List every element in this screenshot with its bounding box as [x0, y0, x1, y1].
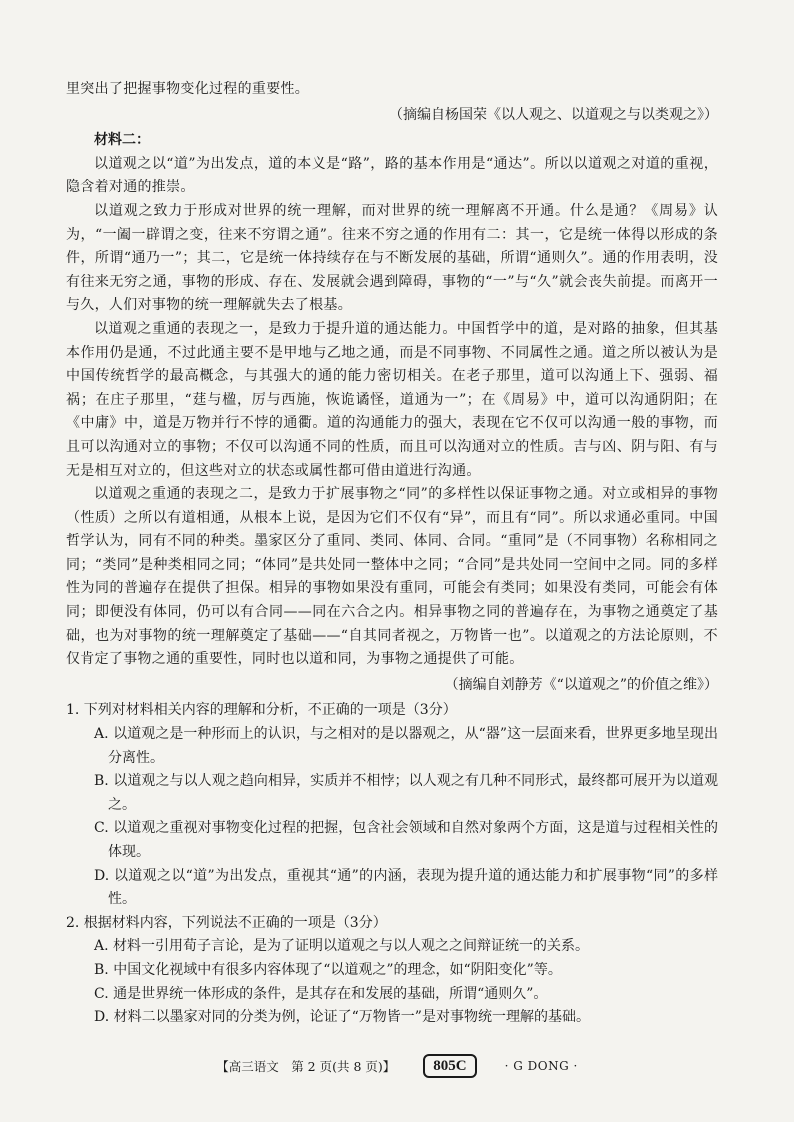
option-b: B. 以道观之与以人观之趋向相异，实质并不相悖；以人观之有几种不同形式，最终都可展开为以道观之。	[94, 773, 718, 813]
source-citation-1: （摘编自杨国荣《以人观之、以道观之与以类观之》）	[389, 106, 718, 123]
option-c: C. 以道观之重视对事物变化过程的把握，包含社会领域和自然对象两个方面，这是道与过程相关性的体现。	[94, 820, 718, 860]
question-2	[66, 912, 718, 1030]
brand-mark: · G DONG ·	[504, 1059, 578, 1073]
source-citation-2: （摘编自刘静芳《“以道观之”的价值之维》）	[444, 676, 718, 693]
option-a: A. 材料一引用荀子言论，是为了证明以道观之与以人观之之间辩证统一的关系。	[94, 938, 590, 955]
option-d: D. 材料二以墨家对同的分类为例，论证了“万物皆一”是对事物统一理解的基础。	[94, 1009, 590, 1026]
question-1	[66, 699, 718, 911]
material-2-paragraph: 以道观之重通的表现之二，是致力于扩展事物之“同”的多样性以保证事物之通。对立或相异的事物（性质）之所以有道相通，从根本上说，是因为它们不仅有“异”，而且有“同”。所以求通必重同。中国哲学认为，同有不同的种类。墨家区分了重同、类同、体同、合同。“重同”是（不同事物）名称相同之同；“类同”是种类相同之同；“体同”是共处同一整体中之同；“合同”是共处同一空间中之同。同的多样性为同的普遍存在提供了担保。相异的事物如果没有重同，可能会有类同；如果没有类同，可能会有体同；即便没有体同，仍可以有合同——同在六合之内。相异事物之同的普遍存在，为事物之通奠定了基础，也为对事物的统一理解奠定了基础——“自其同者视之，万物皆一也”。以道观之的方法论原则，不仅肯定了事物之通的重要性，同时也以道和同，为事物之通提供了可能。	[66, 486, 718, 668]
page-number-label: 【高三语文 第 2 页(共 8 页)】	[216, 1059, 396, 1074]
question-stem: 2. 根据材料内容，下列说法不正确的一项是（3分）	[66, 914, 387, 931]
continuation-line: 里突出了把握事物变化过程的重要性。	[66, 81, 310, 97]
option-a: A. 以道观之是一种形而上的认识，与之相对的是以器观之，从“器”这一层面来看，世界更多地呈现出分离性。	[94, 726, 718, 766]
material-2-paragraph: 以道观之以“道”为出发点，道的本义是“路”，路的基本作用是“通达”。所以以道观之对道的重视，隐含着对通的推崇。	[66, 155, 718, 196]
option-d: D. 以道观之以“道”为出发点，重视其“通”的内涵，表现为提升道的通达能力和扩展事物“同”的多样性。	[94, 867, 718, 908]
question-stem: 1. 下列对材料相关内容的理解和分析，不正确的一项是（3分）	[66, 702, 457, 719]
option-c: C. 通是世界统一体形成的条件，是其存在和发展的基础，所谓“通则久”。	[94, 985, 548, 1002]
page-footer	[0, 1054, 794, 1078]
material-2-heading: 材料二：	[94, 132, 150, 149]
exam-code-badge: 805C	[423, 1054, 476, 1078]
material-2-paragraph: 以道观之重通的表现之一，是致力于提升道的通达能力。中国哲学中的道，是对路的抽象，但其基本作用仍是通，不过此通主要不是甲地与乙地之通，而是不同事物、不同属性之通。道之所以被认为是中国传统哲学的最高概念，与其强大的通的能力密切相关。在老子那里，道可以沟通上下、强弱、福祸；在庄子那里，“莛与楹，厉与西施，恢诡谲怪，道通为一”；在《周易》中，道可以沟通阴阳；在《中庸》中，道是万物并行不悖的通衢。道的沟通能力的强大，表现在它不仅可以沟通一般的事物，而且可以沟通对立的事物；不仅可以沟通不同的性质，而且可以沟通对立的性质。吉与凶、阴与阳、有与无是相互对立的，但这些对立的状态或属性都可借由道进行沟通。	[66, 320, 718, 479]
material-2-paragraph: 以道观之致力于形成对世界的统一理解，而对世界的统一理解离不开通。什么是通？《周易》认为，“一阖一辟谓之变，往来不穷谓之通”。往来不穷之通的作用有二：其一，它是统一体得以形成的条件，所谓“通乃一”；其二，它是统一体持续存在与不断发展的基础，所谓“通则久”。通的作用表明，没有往来无穷之通，事物的形成、存在、发展就会遇到障碍，事物的“一”与“久”就会丧失前提。而离开一与久，人们对事物的统一理解就失去了根基。	[66, 202, 718, 314]
option-b: B. 中国文化视域中有很多内容体现了“以道观之”的理念，如“阴阳变化”等。	[94, 961, 562, 978]
